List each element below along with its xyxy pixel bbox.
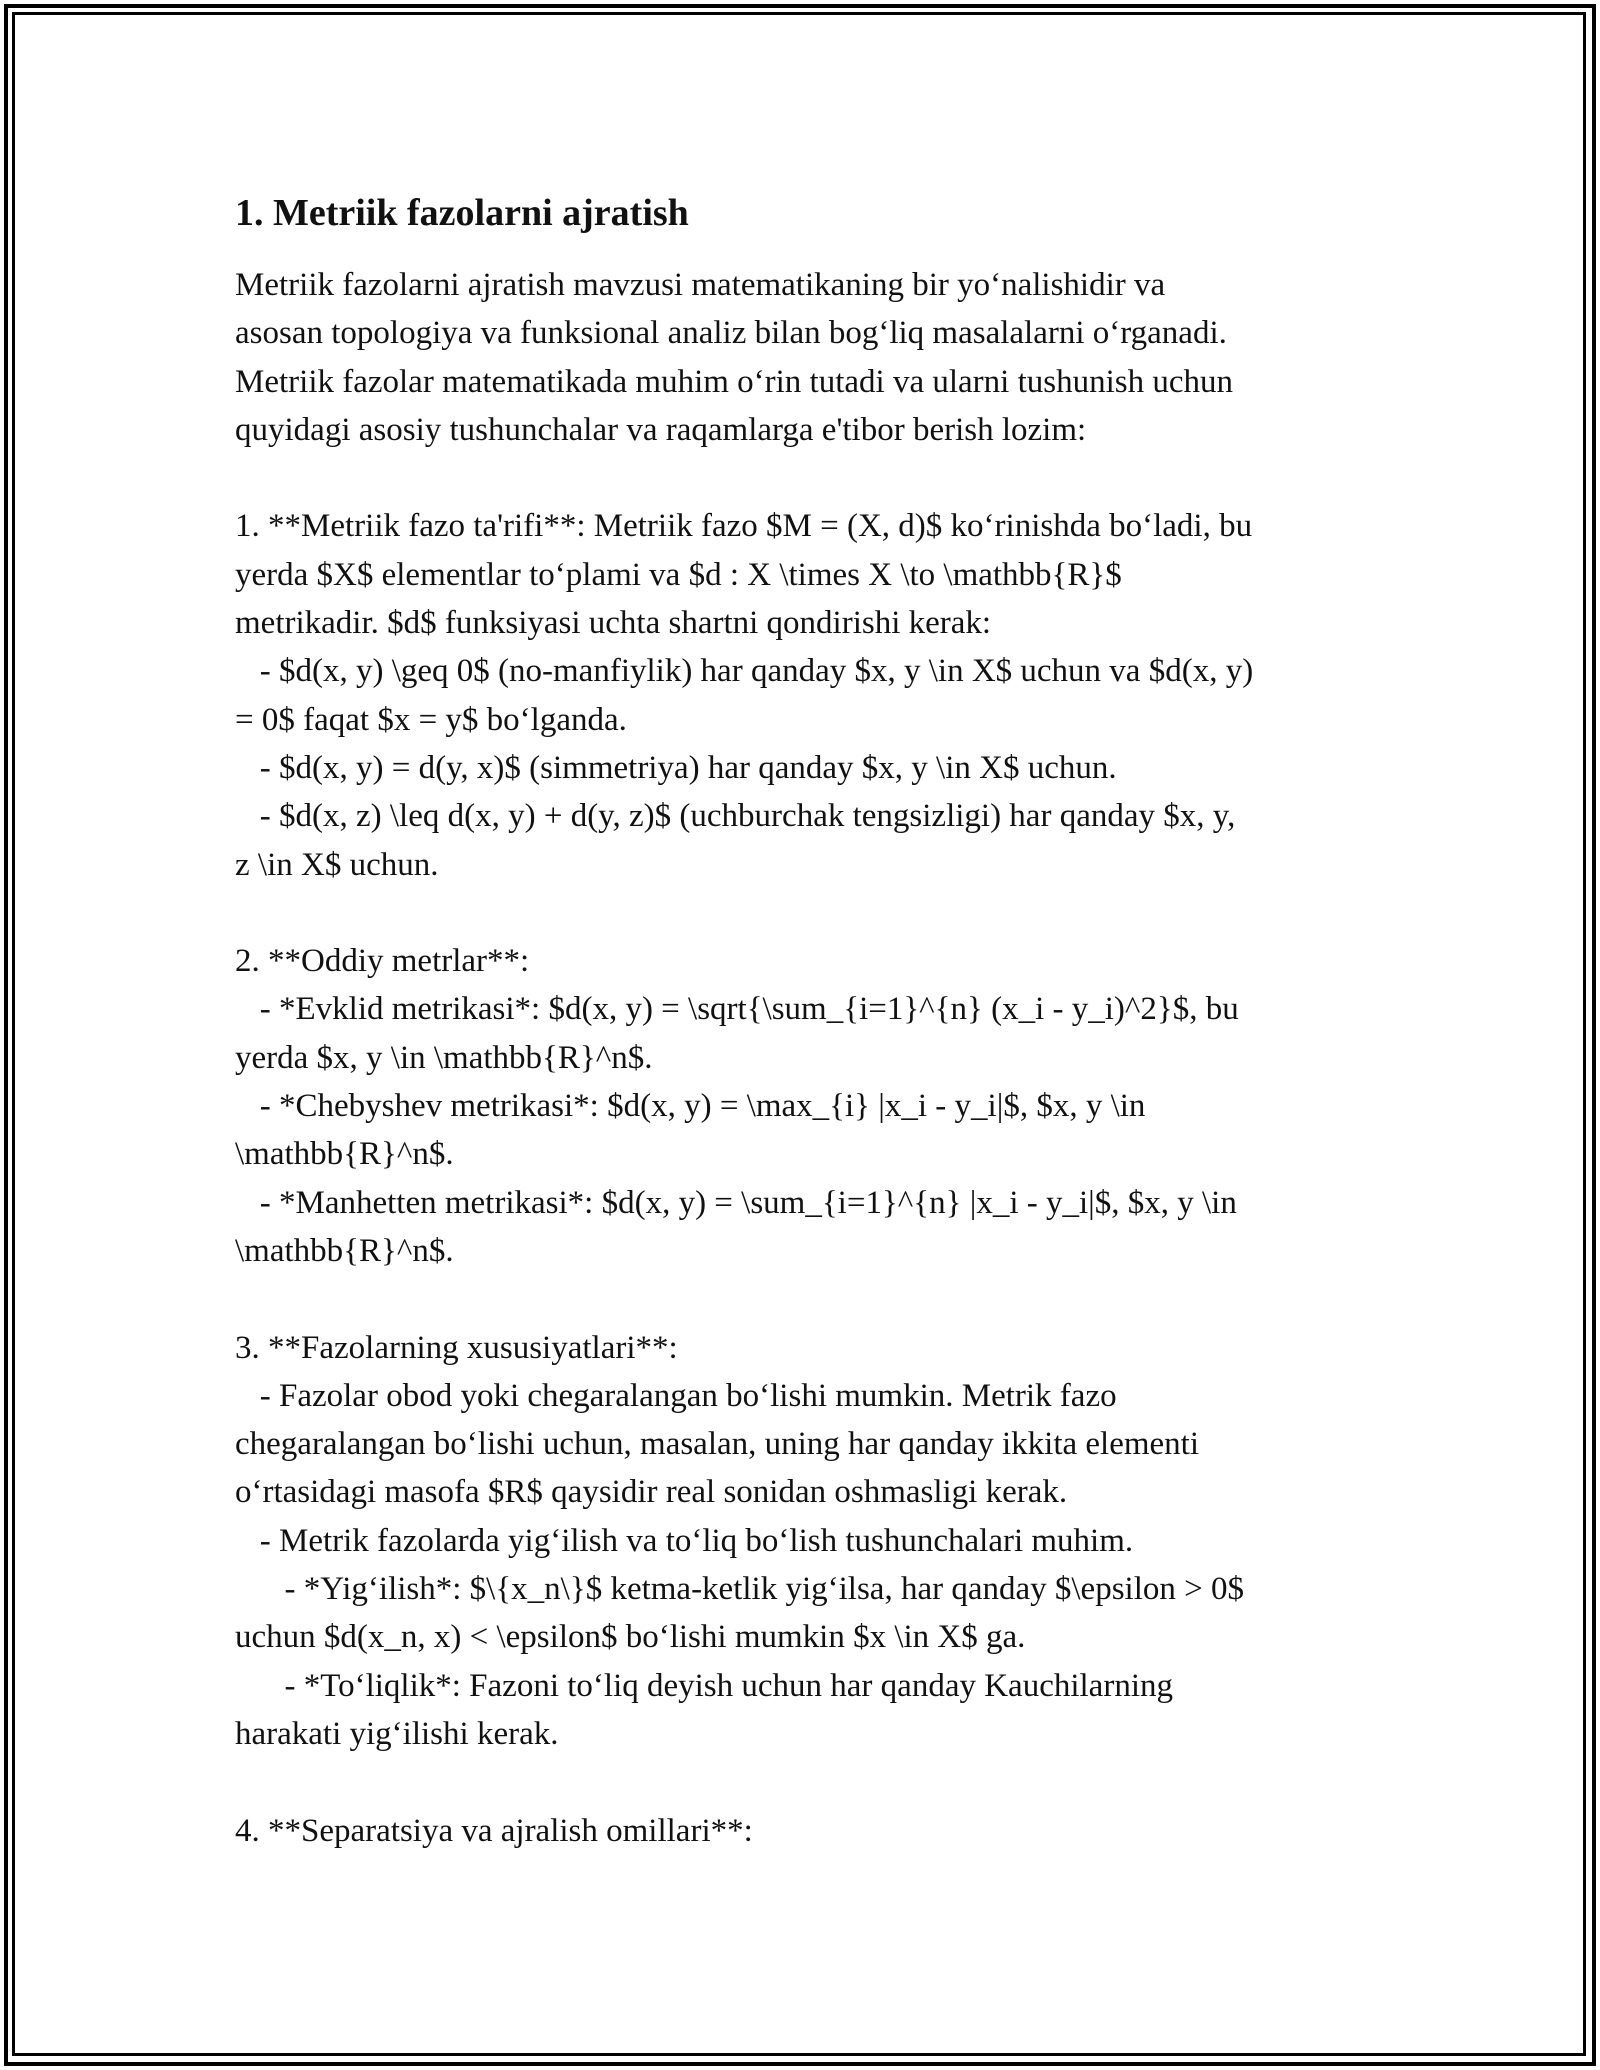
text-line: yerda $x, y \in \mathbb{R}^n$. (235, 1039, 653, 1076)
text-line: Metriik fazolarni ajratish mavzusi matematikaning bir yo‘nalishidir va (235, 267, 1166, 303)
document-body (235, 185, 1375, 1855)
text-line: 2. **Oddiy metrlar**: (235, 943, 530, 980)
text-line: - *Evklid metrikasi*: $d(x, y) = \sqrt{\sum_{i=1}^{n} (x_i - y_i)^2}$, bu (235, 991, 1239, 1028)
blank-line (235, 454, 1375, 502)
text-line: - *Manhetten metrikasi*: $d(x, y) = \sum_{i=1}^{n} |x_i - y_i|$, $x, y \in (235, 1184, 1237, 1221)
text-line: 1. **Metriik fazo ta'rifi**: Metriik fazo $M = (X, d)$ ko‘rinishda bo‘ladi, bu (235, 508, 1253, 545)
text-line: Metriik fazolar matematikada muhim o‘rin tutadi va ularni tushunish uchun (235, 363, 1233, 400)
text-line: quyidagi asosiy tushunchalar va raqamlarga e'tibor berish lozim: (235, 411, 1087, 448)
text-line: asosan topologiya va funksional analiz bilan bog‘liq masalalarni o‘rganadi. (235, 315, 1227, 352)
text-line: metrikadir. $d$ funksiyasi uchta shartni qondirishi kerak: (235, 605, 992, 642)
blank-line (235, 1758, 1375, 1806)
text-line: = 0$ faqat $x = y$ bo‘lganda. (235, 701, 627, 738)
text-line: - $d(x, y) \geq 0$ (no-manfiylik) har qanday $x, y \in X$ uchun va $d(x, y) (235, 653, 1254, 690)
text-line: 3. **Fazolarning xususiyatlari**: (235, 1329, 678, 1366)
text-line: - *Chebyshev metrikasi*: $d(x, y) = \max_{i} |x_i - y_i|$, $x, y \in (235, 1088, 1146, 1125)
text-line: - *Yig‘ilish*: $\{x_n\}$ ketma-ketlik yig‘ilsa, har qanday $\epsilon > 0$ (235, 1571, 1244, 1608)
blank-line (235, 1275, 1375, 1323)
text-line: - Metrik fazolarda yig‘ilish va to‘liq bo‘lish tushunchalari muhim. (235, 1522, 1134, 1559)
text-line: z \in X$ uchun. (235, 846, 439, 883)
document-block (235, 502, 1375, 888)
document-block (235, 261, 1375, 454)
text-line: - Fazolar obod yoki chegaralangan bo‘lishi mumkin. Metrik fazo (235, 1377, 1117, 1414)
text-line: \mathbb{R}^n$. (235, 1232, 454, 1269)
text-line: yerda $X$ elementlar to‘plami va $d : X \times X \to \mathbb{R}$ (235, 556, 1122, 593)
text-line: harakati yig‘ilishi kerak. (235, 1715, 559, 1752)
text-line: - *To‘liqlik*: Fazoni to‘liq deyish uchun har qanday Kauchilarning (235, 1667, 1173, 1704)
document-block (235, 1807, 1375, 1855)
text-line: 4. **Separatsiya va ajralish omillari**: (235, 1812, 753, 1849)
text-line: - $d(x, z) \leq d(x, y) + d(y, z)$ (uchburchak tengsizligi) har qanday $x, y, (235, 798, 1236, 835)
document-block (235, 937, 1375, 1275)
text-line: \mathbb{R}^n$. (235, 1136, 454, 1173)
document-heading: 1. Metriik fazolarni ajratish (235, 192, 689, 234)
text-line: chegaralangan bo‘lishi uchun, masalan, uning har qanday ikkita elementi (235, 1426, 1200, 1463)
text-line: uchun $d(x_n, x) < \epsilon$ bo‘lishi mumkin $x \in X$ ga. (235, 1619, 1026, 1656)
text-line: - $d(x, y) = d(y, x)$ (simmetriya) har qanday $x, y \in X$ uchun. (235, 749, 1117, 786)
blank-line (235, 889, 1375, 937)
document-block (235, 1324, 1375, 1759)
document-sections (235, 261, 1375, 1855)
text-line: o‘rtasidagi masofa $R$ qaysidir real sonidan oshmasligi kerak. (235, 1474, 1068, 1511)
